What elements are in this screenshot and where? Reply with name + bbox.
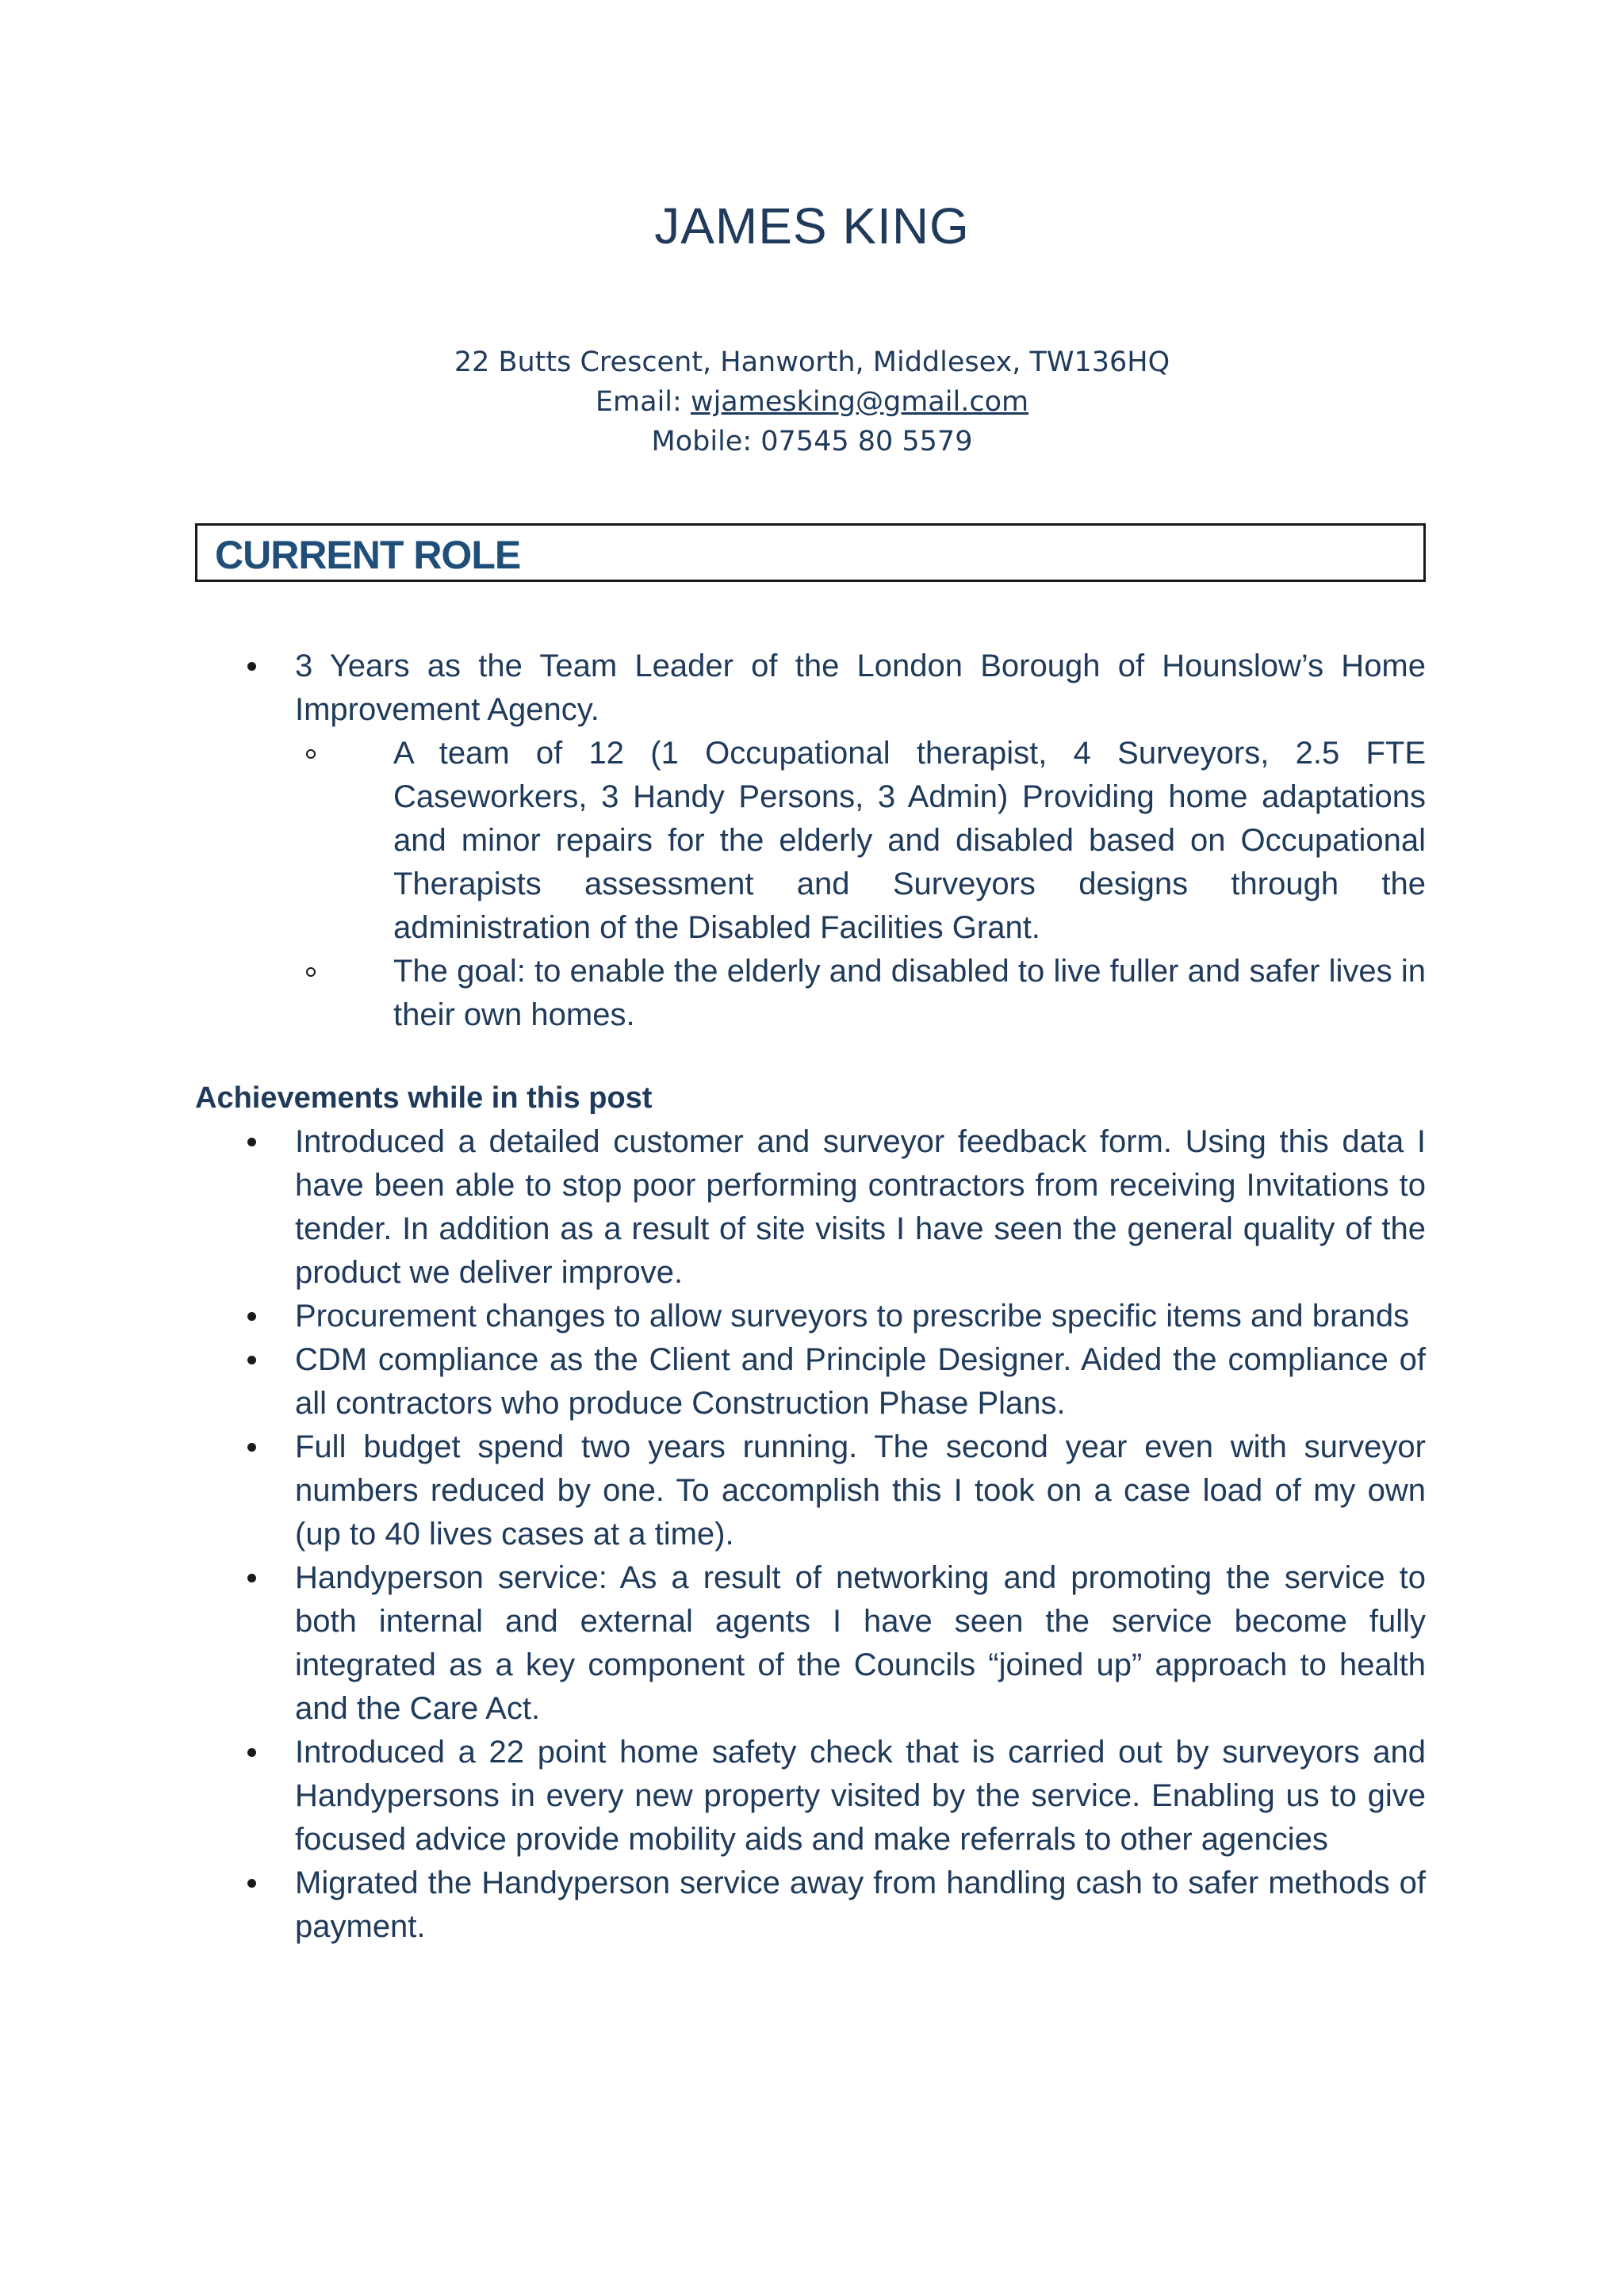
list-item: CDM compliance as the Client and Principle Designer. Aided the compliance of all contractors who produce Construction Phase Plans. [195, 1338, 1426, 1425]
achievements-section [195, 1077, 1426, 1949]
list-item: Handyperson service: As a result of networking and promoting the service to both internal and external agents I have seen the service become fully integrated as a key component of the Councils “joined up” approach to health and the Care Act. [195, 1556, 1426, 1731]
list-item: Introduced a detailed customer and surveyor feedback form. Using this data I have been able to stop poor performing contractors from receiving Invitations to tender. In addition as a result of site visits I have seen the general quality of the product we deliver improve. [195, 1120, 1426, 1295]
current-role-list [195, 645, 1426, 1037]
contact-block [0, 342, 1624, 461]
list-item: Full budget spend two years running. The second year even with surveyor numbers reduced by one. To accomplish this I took on a case load of my own (up to 40 lives cases at a time). [195, 1425, 1426, 1556]
email-label: Email: [595, 386, 691, 418]
list-item [195, 645, 1426, 1037]
list-item: Introduced a 22 point home safety check that is carried out by surveyors and Handypersons in every new property visited by the service. Enabling us to give focused advice provide mobility aids and make referrals to other agencies [195, 1731, 1426, 1862]
applicant-name: JAMES KING [654, 197, 970, 254]
list-item: A team of 12 (1 Occupational therapist, 4 Surveyors, 2.5 FTE Caseworkers, 3 Handy Persons, 3 Admin) Providing home adaptations and minor repairs for the elderly and disabled based on Occupational Therapists assessment and Surveyors designs through the administration of the Disabled Facilities Grant. [295, 732, 1426, 950]
current-role-section [195, 645, 1426, 1037]
achievements-list [195, 1120, 1426, 1949]
list-item: The goal: to enable the elderly and disabled to live fuller and safer lives in their own homes. [295, 950, 1426, 1037]
role-sub-list [295, 732, 1426, 1037]
achievements-heading: Achievements while in this post [195, 1081, 653, 1115]
email-link[interactable]: wjamesking@gmail.com [690, 386, 1029, 418]
address: 22 Butts Crescent, Hanworth, Middlesex, TW136HQ [454, 346, 1170, 378]
list-item: Migrated the Handyperson service away from handling cash to safer methods of payment. [195, 1862, 1426, 1949]
current-role-heading-box [195, 523, 1426, 582]
mobile: Mobile: 07545 80 5579 [651, 426, 973, 457]
email-line [0, 382, 1624, 422]
role-summary: 3 Years as the Team Leader of the London Borough of Hounslow’s Home Improvement Agency. [295, 649, 1426, 727]
current-role-heading: CURRENT ROLE [215, 533, 521, 577]
list-item: Procurement changes to allow surveyors to prescribe specific items and brands [195, 1295, 1426, 1338]
